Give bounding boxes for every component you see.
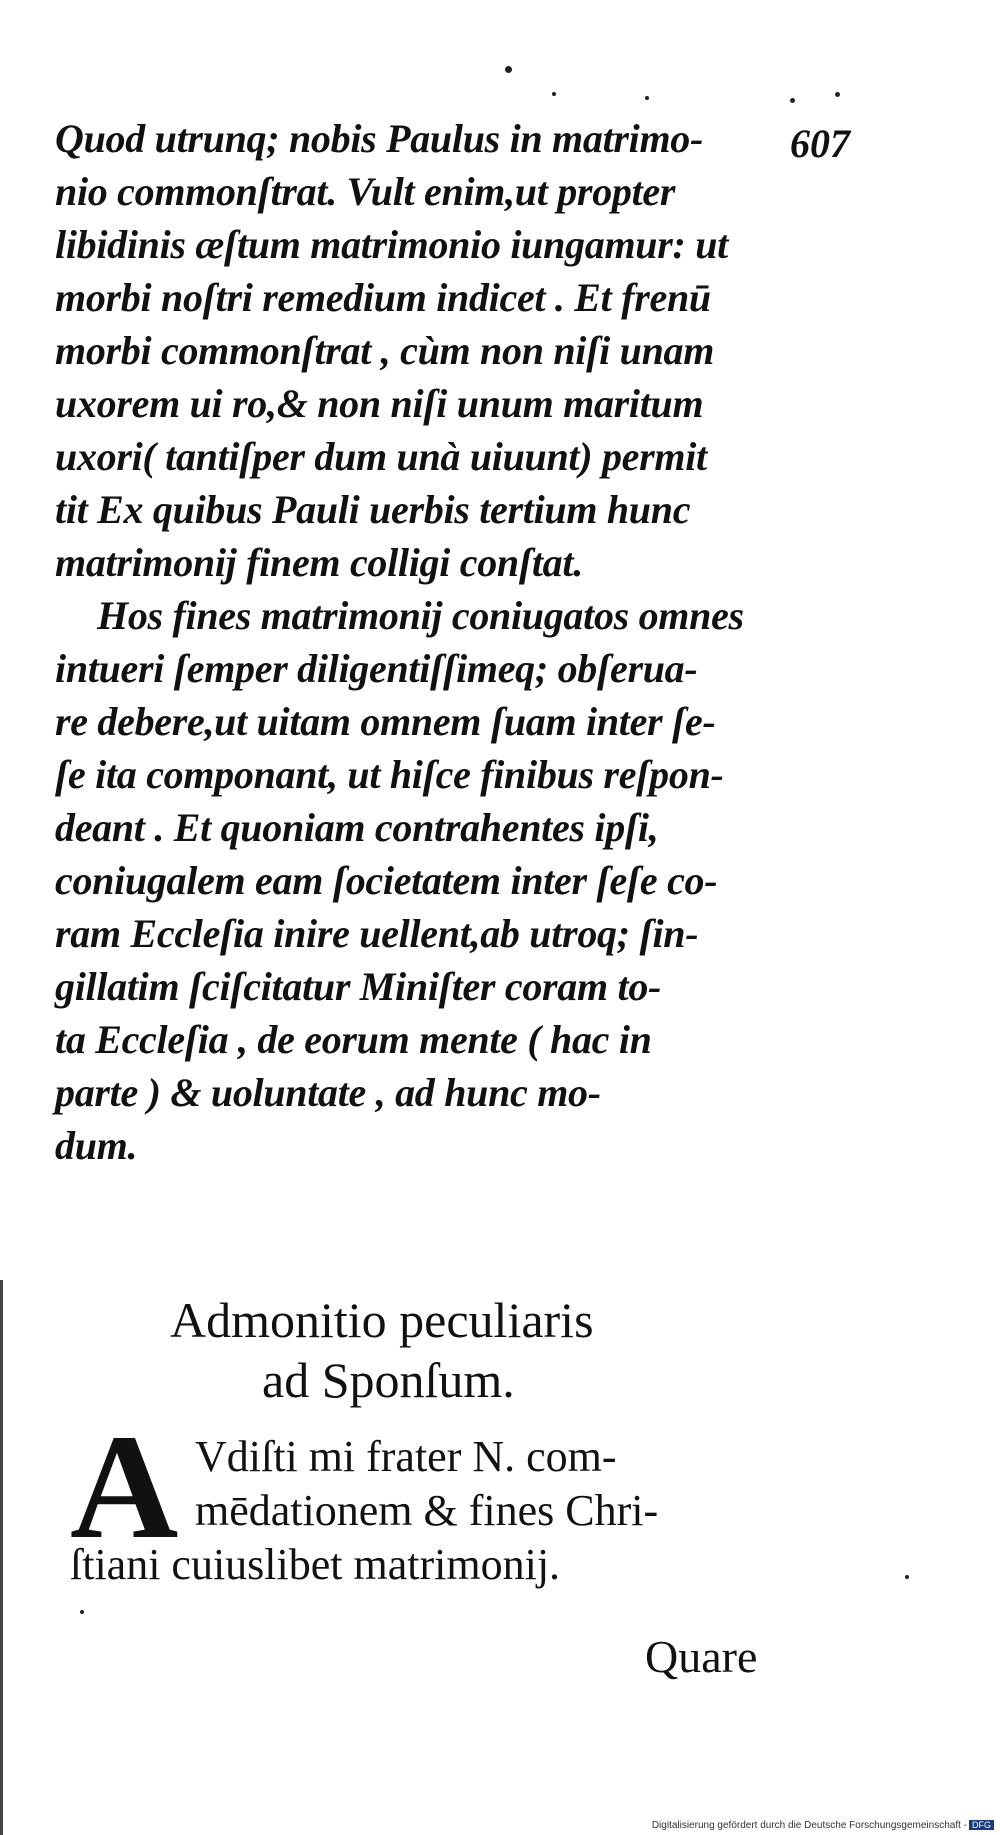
section-heading bbox=[170, 1290, 730, 1410]
roman-text-block bbox=[70, 1430, 810, 1592]
text-line: deant . Et quoniam contrahentes ipſi, bbox=[55, 805, 659, 850]
ink-speck bbox=[80, 1610, 84, 1614]
drop-cap: A bbox=[70, 1404, 179, 1570]
heading-line-1: Admonitio peculiaris bbox=[170, 1292, 594, 1348]
heading-line-2: ad Sponſum. bbox=[262, 1352, 515, 1408]
ink-speck bbox=[505, 66, 512, 73]
text-line: ſtiani cuiuslibet matrimonij. bbox=[70, 1540, 561, 1589]
text-line: tit Ex quibus Pauli uerbis tertium hunc bbox=[55, 487, 691, 532]
text-line: Quod utrunq; nobis Paulus in matrimo- bbox=[55, 116, 704, 161]
italic-text-block bbox=[55, 112, 815, 1172]
text-line: dum. bbox=[55, 1123, 138, 1168]
text-line: mēdationem & fines Chri- bbox=[195, 1486, 659, 1535]
text-line: libidinis æſtum matrimonio iungamur: ut bbox=[55, 222, 728, 267]
digitization-credit bbox=[652, 1820, 994, 1831]
text-line: matrimonij finem colligi conſtat. bbox=[55, 540, 583, 585]
page-number: 607 bbox=[790, 121, 850, 166]
text-line: gillatim ſciſcitatur Miniſter coram to- bbox=[55, 964, 662, 1009]
ink-speck bbox=[835, 92, 840, 97]
page-edge-shadow bbox=[0, 1280, 3, 1835]
text-line: intueri ſemper diligentiſſimeq; obſerua- bbox=[55, 646, 698, 691]
text-line: morbi commonſtrat , cùm non niſi unam bbox=[55, 328, 715, 373]
text-line: ta Eccleſia , de eorum mente ( hac in bbox=[55, 1017, 652, 1062]
ink-speck bbox=[552, 92, 556, 96]
ink-speck bbox=[905, 1575, 909, 1579]
text-line: re debere,ut uitam omnem ſuam inter ſe- bbox=[55, 699, 716, 744]
ink-speck bbox=[645, 96, 649, 100]
text-line: nio commonſtrat. Vult enim,ut propter bbox=[55, 169, 676, 214]
ink-speck bbox=[790, 98, 795, 103]
paragraph-first-line: Hos fines matrimonij coniugatos omnes bbox=[97, 593, 744, 638]
credit-text: Digitalisierung gefördert durch die Deutsche Forschungsgemeinschaft - bbox=[651, 1820, 967, 1831]
text-line: Vdiſti mi frater N. com- bbox=[195, 1432, 617, 1481]
text-line: parte ) & uoluntate , ad hunc mo- bbox=[55, 1070, 601, 1115]
text-line: ſe ita componant, ut hiſce finibus reſpon- bbox=[55, 752, 724, 797]
catchword: Quare bbox=[645, 1631, 758, 1682]
dfg-logo: DFG bbox=[969, 1820, 994, 1830]
text-line: coniugalem eam ſocietatem inter ſeſe co- bbox=[55, 858, 718, 903]
text-line: uxorem ui ro,& non niſi unum maritum bbox=[55, 381, 704, 426]
text-line: morbi noſtri remedium indicet . Et frenū bbox=[55, 275, 711, 320]
text-line: ram Eccleſia inire uellent,ab utroq; ſin- bbox=[55, 911, 699, 956]
text-line: uxori( tantiſper dum unà uiuunt) permit bbox=[55, 434, 707, 479]
